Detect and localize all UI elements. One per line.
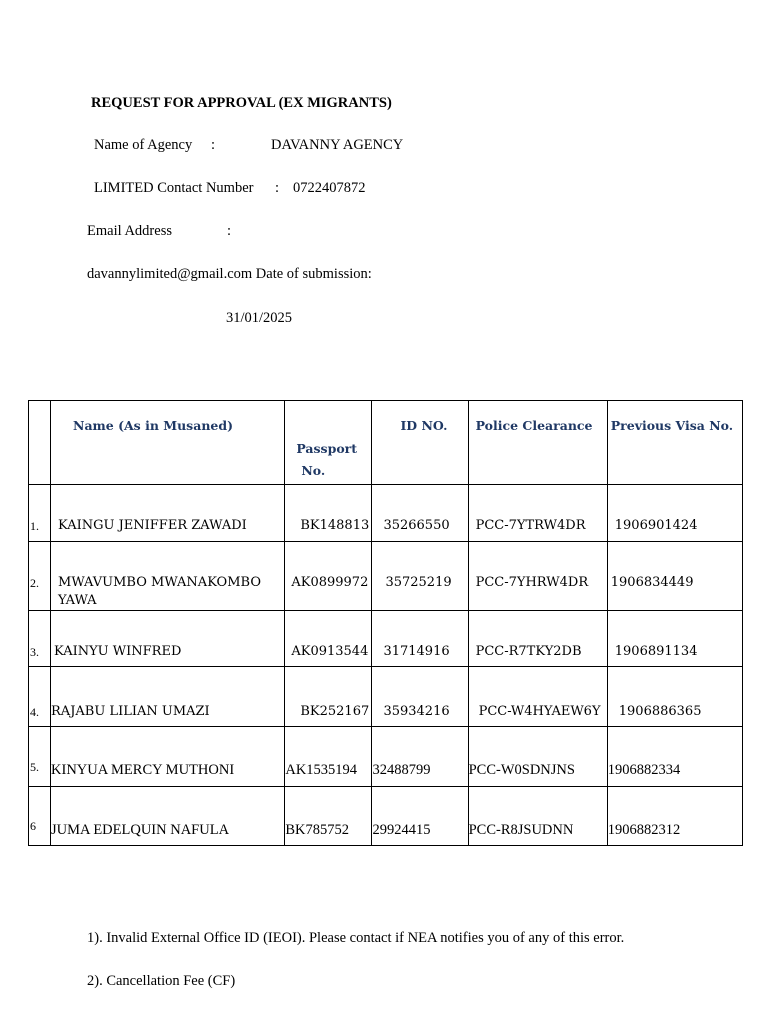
table-header-row [29,401,743,485]
row-passport: BK252167 [300,704,370,719]
note-cancellation-fee: 2). Cancellation Fee (CF) [87,973,236,989]
contact-value: 0722407872 [293,180,366,196]
agency-label: Name of Agency [94,137,193,153]
header-visa: Previous Visa No. [610,418,734,433]
email-and-date-line: davannylimited@gmail.com Date of submission: [87,266,372,282]
row-visa: 1906901424 [614,518,698,533]
row-passport: BK785752 [285,822,349,838]
submission-date: 31/01/2025 [226,310,293,326]
row-name: KAINGU JENIFFER ZAWADI [58,518,247,533]
row-id: 31714916 [383,644,450,659]
header-name: Name (As in Musaned) [73,418,234,433]
row-police: PCC-R8JSUDNN [468,822,574,838]
header-passport-no: No. [301,463,326,478]
agency-colon: : [211,137,216,153]
row-name: JUMA EDELQUIN NAFULA [51,822,230,838]
row-passport: AK0899972 [291,575,369,590]
row-id: 35934216 [383,704,450,719]
row-police: PCC-R7TKY2DB [475,644,582,659]
row-name: MWAVUMBO MWANAKOMBO [58,575,261,590]
document-title: REQUEST FOR APPROVAL (EX MIGRANTS) [91,95,392,111]
row-name: RAJABU LILIAN UMAZI [51,704,210,719]
header-name-cell [51,401,285,485]
table-row [29,727,743,787]
row-passport: BK148813 [300,518,370,533]
row-visa: 1906891134 [614,644,698,659]
row-police: PCC-W4HYAEW6Y [478,704,601,719]
row-visa: 1906834449 [610,575,694,590]
row-police: PCC-7YTRW4DR [475,518,586,533]
row-number: 2. [30,576,39,590]
row-number: 6 [30,819,36,833]
header-num-cell [29,401,51,485]
table-row [29,542,743,611]
table-row [29,485,743,542]
row-number: 1. [30,519,39,533]
header-passport: Passport [296,441,358,456]
row-police: PCC-W0SDNJNS [468,762,575,778]
row-number: 3. [30,645,39,659]
row-id: 35266550 [383,518,450,533]
contact-colon: : [275,180,280,196]
migrants-table [28,400,743,846]
table-row [29,611,743,667]
agency-value: DAVANNY AGENCY [271,137,404,153]
table-row [29,787,743,846]
email-colon: : [227,223,232,239]
row-number: 5. [30,760,39,774]
row-id: 32488799 [372,762,431,778]
row-visa: 1906882312 [607,822,681,838]
note-invalid-office-id: 1). Invalid External Office ID (IEOI). Please contact if NEA notifies you of any of this error. [87,930,625,946]
contact-label: LIMITED Contact Number [94,180,254,196]
row-passport: AK0913544 [291,644,369,659]
header-passport-cell [285,401,372,485]
row-id: 35725219 [385,575,452,590]
header-police-cell [468,401,607,485]
row-passport: AK1535194 [285,762,358,778]
header-police: Police Clearance [475,418,593,433]
email-label: Email Address [87,223,172,239]
row-visa: 1906886365 [618,704,702,719]
header-id-cell [372,401,468,485]
row-id: 29924415 [372,822,431,838]
row-name-continued: YAWA [58,593,97,608]
row-number: 4. [30,705,39,719]
row-police: PCC-7YHRW4DR [475,575,589,590]
row-visa: 1906882334 [607,762,681,778]
header-id: ID NO. [400,418,448,433]
row-name: KINYUA MERCY MUTHONI [51,762,235,778]
table-row [29,667,743,727]
row-name: KAINYU WINFRED [54,644,182,659]
header-visa-cell [607,401,742,485]
